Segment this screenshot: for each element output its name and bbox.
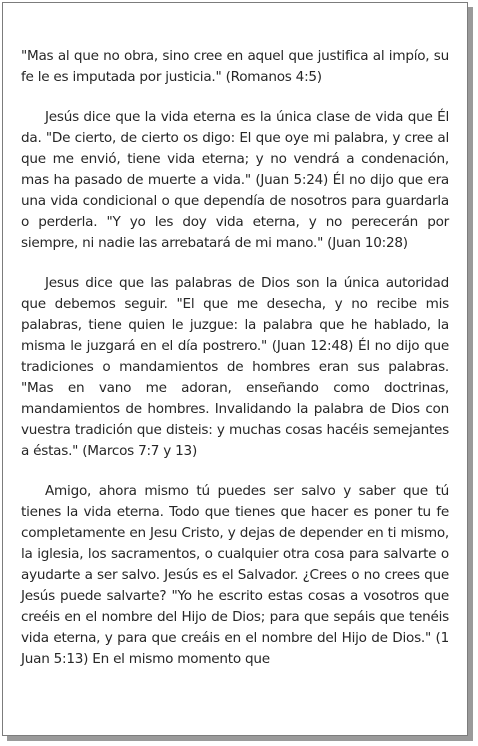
paragraph-vida-eterna: Jesús dice que la vida eterna es la única clase de vida que Él da. "De cierto, de cierto os digo: El que oye mi palabra, y cree al que me envió, tiene vida eterna; y no vendrá a condenación, mas ha pasado de muerte a vida." (Juan 5:24) Él no dijo que era una vida condicional o que dependía de nosotros para guardarla o perderla. "Y yo les doy vida eterna, y no perecerán por siempre, ni nadie las arrebatará de mi mano." (Juan 10:28) <box>21 109 449 251</box>
document-page <box>2 2 468 736</box>
paragraph-amigo: Amigo, ahora mismo tú puedes ser salvo y saber que tú tienes la vida eterna. Todo que tienes que hacer es poner tu fe completamente en Jesu Cristo, y dejas de depender en ti mismo, la iglesia, los sacramentos, o cualquier otra cosa para salvarte o ayudarte a ser salvo. Jesús es el Salvador. ¿Crees o no crees que Jesús puede salvarte? "Yo he escrito estas cosas a vosotros que creéis en el nombre del Hijo de Dios; para que sepáis que tenéis vida eterna, y para que creáis en el nombre del Hijo de Dios." (1 Juan 5:13) En el mismo momento que <box>21 483 449 667</box>
paragraph-romanos: "Mas al que no obra, sino cree en aquel que justifica al impío, su fe le es imputada por justicia." (Romanos 4:5) <box>21 48 449 85</box>
body-text <box>21 46 449 689</box>
paragraph-palabras-de-dios: Jesus dice que las palabras de Dios son la única autoridad que debemos seguir. "El que me desecha, y no recibe mis palabras, tiene quien le juzgue: la palabra que he hablado, la misma le juzgará en el día postrero." (Juan 12:48) Él no dijo que tradiciones o mandamientos de hombres eran sus palabras. "Mas en vano me adoran, enseñando como doctrinas, mandamientos de hombres. Invalidando la palabra de Dios con vuestra tradición que disteis: y muchas cosas hacéis semejantes a éstas." (Marcos 7:7 y 13) <box>21 275 449 459</box>
